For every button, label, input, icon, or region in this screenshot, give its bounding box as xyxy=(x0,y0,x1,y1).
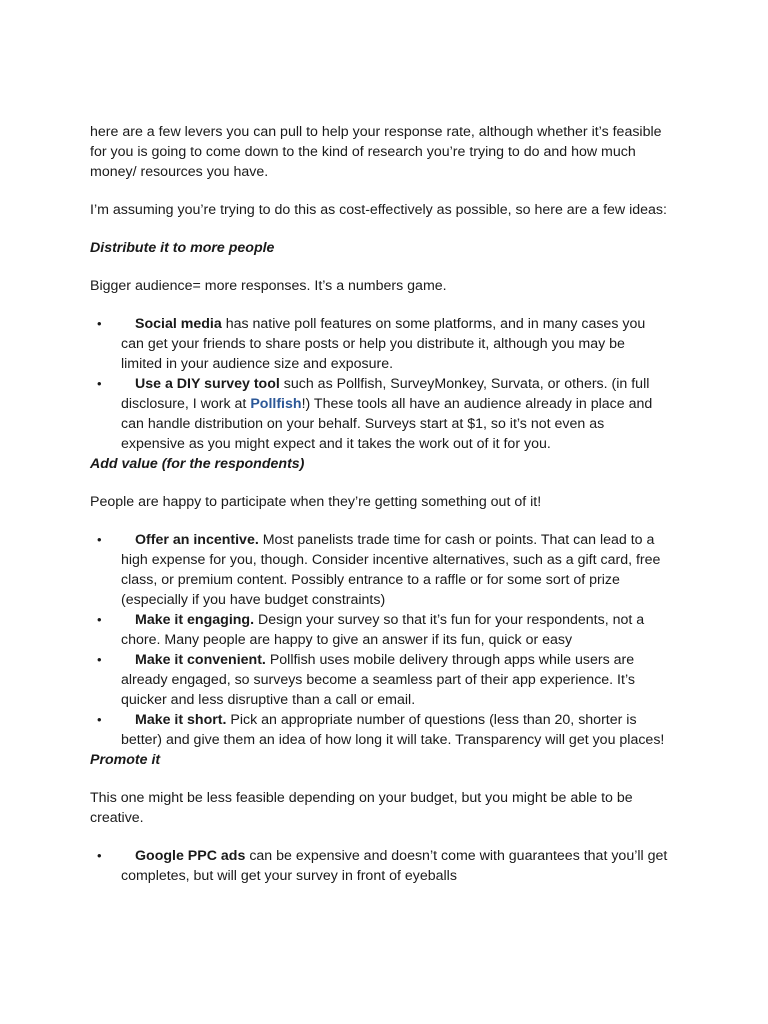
list-item xyxy=(90,530,668,610)
bullet-lead: Make it engaging. xyxy=(135,612,255,628)
bullet-lead: Offer an incentive. xyxy=(135,532,259,548)
intro-paragraph-1: here are a few levers you can pull to help your response rate, although whether it’s feasible for you is going to come down to the kind of research you’re trying to do and how much money/ resources you have. xyxy=(90,124,662,180)
bullet-glyph: • xyxy=(97,532,102,547)
section-paragraph-promote: This one might be less feasible depending on your budget, but you might be able to be creative. xyxy=(90,790,633,826)
bullet-list-promote xyxy=(90,846,668,886)
list-item xyxy=(90,314,668,374)
bullet-text: such as Pollfish, SurveyMonkey, Survata, or others. (in full disclosure, I work at xyxy=(121,376,650,412)
bullet-glyph: • xyxy=(97,316,102,331)
bullet-list-distribute xyxy=(90,314,668,454)
bullet-lead: Social media xyxy=(135,316,222,332)
list-item xyxy=(90,710,668,750)
bullet-glyph: • xyxy=(97,612,102,627)
bullet-text: Design your survey so that it’s fun for your respondents, not a chore. Many people are happy to give an answer if its fun, quick or easy xyxy=(121,612,645,648)
bullet-text: Most panelists trade time for cash or points. That can lead to a high expense for you, though. Consider incentive alternatives, such as a gift card, free class, or premium content. Possibly entrance to a raffle or for some sort of prize (especially if you have budget constraints) xyxy=(121,532,661,608)
list-item xyxy=(90,846,668,886)
bullet-glyph: • xyxy=(97,376,102,391)
bullet-text: can be expensive and doesn’t come with guarantees that you’ll get completes, but will get your survey in front of eyeballs xyxy=(121,848,668,884)
bullet-glyph: • xyxy=(97,712,102,727)
list-item xyxy=(90,610,668,650)
pollfish-link[interactable]: Pollfish xyxy=(250,396,302,412)
section-heading-distribute: Distribute it to more people xyxy=(90,240,275,256)
bullet-list-add-value xyxy=(90,530,668,750)
list-item xyxy=(90,374,668,454)
section-paragraph-distribute: Bigger audience= more responses. It’s a numbers game. xyxy=(90,278,447,294)
bullet-lead: Use a DIY survey tool xyxy=(135,376,280,392)
bullet-text: !) These tools all have an audience already in place and can handle distribution on your behalf. Surveys start at $1, so it’s not even as expensive as you might expect and it takes the work out of it for you. xyxy=(121,396,653,452)
section-heading-promote: Promote it xyxy=(90,752,161,768)
bullet-text: has native poll features on some platforms, and in many cases you can get your friends to share posts or help you distribute it, although you may be limited in your audience size and exposure. xyxy=(121,316,646,372)
section-paragraph-add-value: People are happy to participate when they’re getting something out of it! xyxy=(90,494,542,510)
bullet-text: Pollfish uses mobile delivery through apps while users are already engaged, so surveys become a seamless part of their app experience. It’s quicker and less disruptive than a call or email. xyxy=(121,652,635,708)
bullet-glyph: • xyxy=(97,848,102,863)
list-item xyxy=(90,650,668,710)
section-heading-add-value: Add value (for the respondents) xyxy=(90,456,305,472)
bullet-glyph: • xyxy=(97,652,102,667)
bullet-text: Pick an appropriate number of questions (less than 20, shorter is better) and give them an idea of how long it will take. Transparency will get you places! xyxy=(121,712,665,748)
bullet-lead: Make it short. xyxy=(135,712,227,728)
bullet-lead: Make it convenient. xyxy=(135,652,266,668)
intro-paragraph-2: I’m assuming you’re trying to do this as cost-effectively as possible, so here are a few ideas: xyxy=(90,202,667,218)
bullet-lead: Google PPC ads xyxy=(135,848,246,864)
